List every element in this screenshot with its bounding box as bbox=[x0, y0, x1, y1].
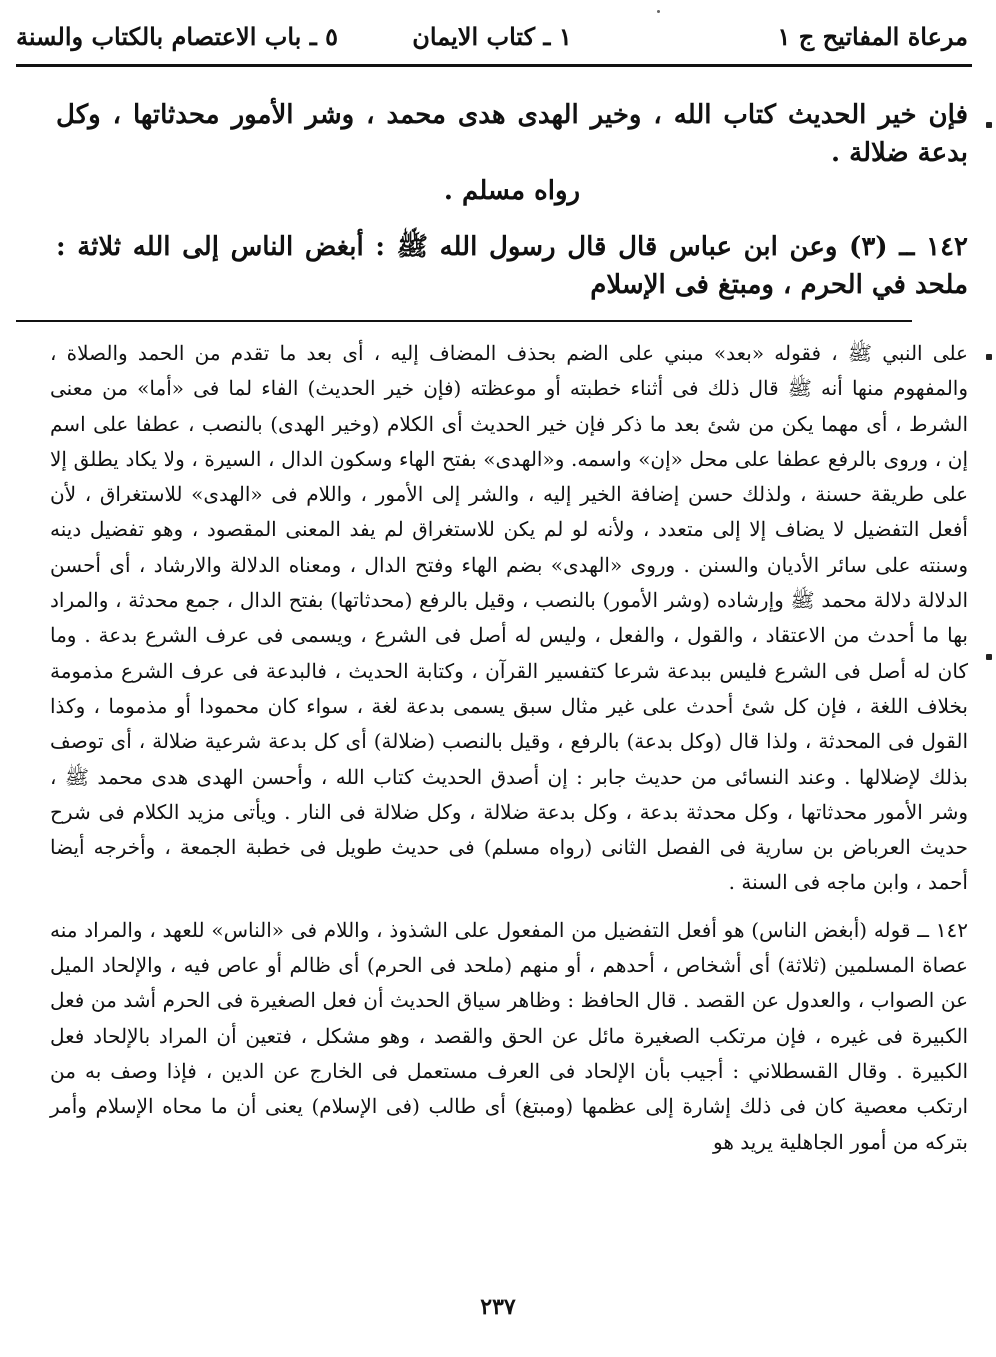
running-header bbox=[16, 16, 968, 56]
header-rule bbox=[16, 64, 972, 67]
commentary-block bbox=[50, 336, 968, 1160]
scan-speck bbox=[657, 10, 660, 13]
hadith-142: ١٤٢ ــ (٣) وعن ابن عباس قال قال رسول الله ﷺ : أبغض الناس إلى الله ثلاثة : ملحد في الحرم ، ومبتغ فى الإسلام bbox=[56, 232, 969, 300]
margin-mark bbox=[986, 122, 992, 128]
hadith-source: رواه مسلم . bbox=[443, 176, 581, 206]
hadith-line-1: فإن خير الحديث كتاب الله ، وخير الهدى هدى محمد ، وشر الأمور محدثاتها ، وكل بدعة ضلالة . bbox=[56, 100, 968, 168]
margin-mark bbox=[986, 654, 992, 660]
footnote-divider bbox=[16, 320, 912, 322]
margin-mark bbox=[986, 354, 992, 360]
header-book-title: مرعاة المفاتيح ج ١ bbox=[777, 22, 968, 51]
commentary-paragraph-2: ١٤٢ ــ قوله (أبغض الناس) هو أفعل التفضيل من المفعول على الشذوذ ، واللام فى «الناس» للعهد ، والمراد منه عصاة المسلمين (ثلاثة) أى أشخاص ، أحدهم ، أو منهم (ملحد فى الحرم) أى ظالم أو عاص فيه ، والإلحاد الميل عن الصواب ، والعدول عن القصد . قال الحافظ : وظاهر سياق الحديث أن فعل الصغيرة فى الحرم أشد من فعل الكبيرة فى غيره ، فإن مرتكب الصغيرة مائل عن الحق والقصد ، وهو مشكل ، فتعين أن المراد بالإلحاد فعل الكبيرة . وقال القسطلاني : أجيب بأن الإلحاد فى العرف مستعمل فى الخارج عن الدين ، فإذا وصف به من ارتكب معصية كان فى ذلك إشارة إلى عظمها (ومبتغ) أى طالب (فى الإسلام) يعنى أن ما محاه الإسلام وأمر بتركه من أمور الجاهلية يريد هو bbox=[50, 917, 969, 1154]
page-number: ٢٣٧ bbox=[480, 1294, 516, 1320]
header-chapter: ١ ـ كتاب الايمان bbox=[412, 22, 572, 51]
commentary-paragraph-1: على النبي ﷺ ، فقوله «بعد» مبني على الضم بحذف المضاف إليه ، أى بعد ما تقدم من الحمد والصلاة ، والمفهوم منها أنه ﷺ قال ذلك فى أثناء خطبته أو موعظته (فإن خير الحديث) الفاء لما فى «أما» من معنى الشرط ، أى مهما يكن من شئ بعد ما ذكر فإن خير الحديث أى الكلام (وخير الهدى) بالنصب ، عطفا على اسم إن ، وروى بالرفع عطفا على محل «إن» واسمه. و«الهدى» بفتح الهاء وسكون الدال ، السيرة ، ولا يكاد يطلق إلا على طريقة حسنة ، ولذلك حسن إضافة الخير إليه ، والشر إلى الأمور ، واللام فى «الهدى» للاستغراق ، لأن أفعل التفضيل لا يضاف إلا إلى متعدد ، ولأنه لو لم يكن للاستغراق لم يفد المعنى المقصود ، وهو تفضيل دينه وسنته على سائر الأديان والسنن . وروى «الهدى» بضم الهاء وفتح الدال ، ومعناه الدلالة والارشاد ، أى أحسن الدلالة دلالة محمد ﷺ وإرشاده (وشر الأمور) بالنصب ، وقيل بالرفع (محدثاتها) بفتح الدال ، جمع محدثة ، والمراد بها ما أحدث من الاعتقاد ، والقول ، والفعل ، وليس له أصل فى الشرع ، ويسمى فى عرف الشرع بدعة . وما كان له أصل فى الشرع فليس ببدعة شرعا كتفسير القرآن ، وكتابة الحديث ، فالبدعة فى عرف الشرع مذمومة بخلاف اللغة ، فإن كل شئ أحدث على غير مثال سبق يسمى بدعة لغة ، سواء كان محمودا أو مذموما ، وكذا القول فى المحدثة ، ولذا قال (وكل بدعة) بالرفع ، وقيل بالنصب (ضلالة) أى كل بدعة شرعية ضلالة ، أى توصف بذلك لإضلالها . وعند النسائى من حديث جابر : إن أصدق الحديث كتاب الله ، وأحسن الهدى هدى محمد ﷺ ، وشر الأمور محدثاتها ، وكل محدثة بدعة ، وكل بدعة ضلالة ، وكل ضلالة فى النار . ويأتى مزيد الكلام فى شرح حديث العرباض بن سارية فى الفصل الثانى (رواه مسلم) فى حديث طويل فى خطبة الجمعة ، وأخرجه أيضا أحمد ، وابن ماجه فى السنة . bbox=[50, 341, 968, 895]
header-section: ٥ ـ باب الاعتصام بالكتاب والسنة bbox=[16, 22, 338, 51]
hadith-text-block bbox=[56, 96, 968, 304]
